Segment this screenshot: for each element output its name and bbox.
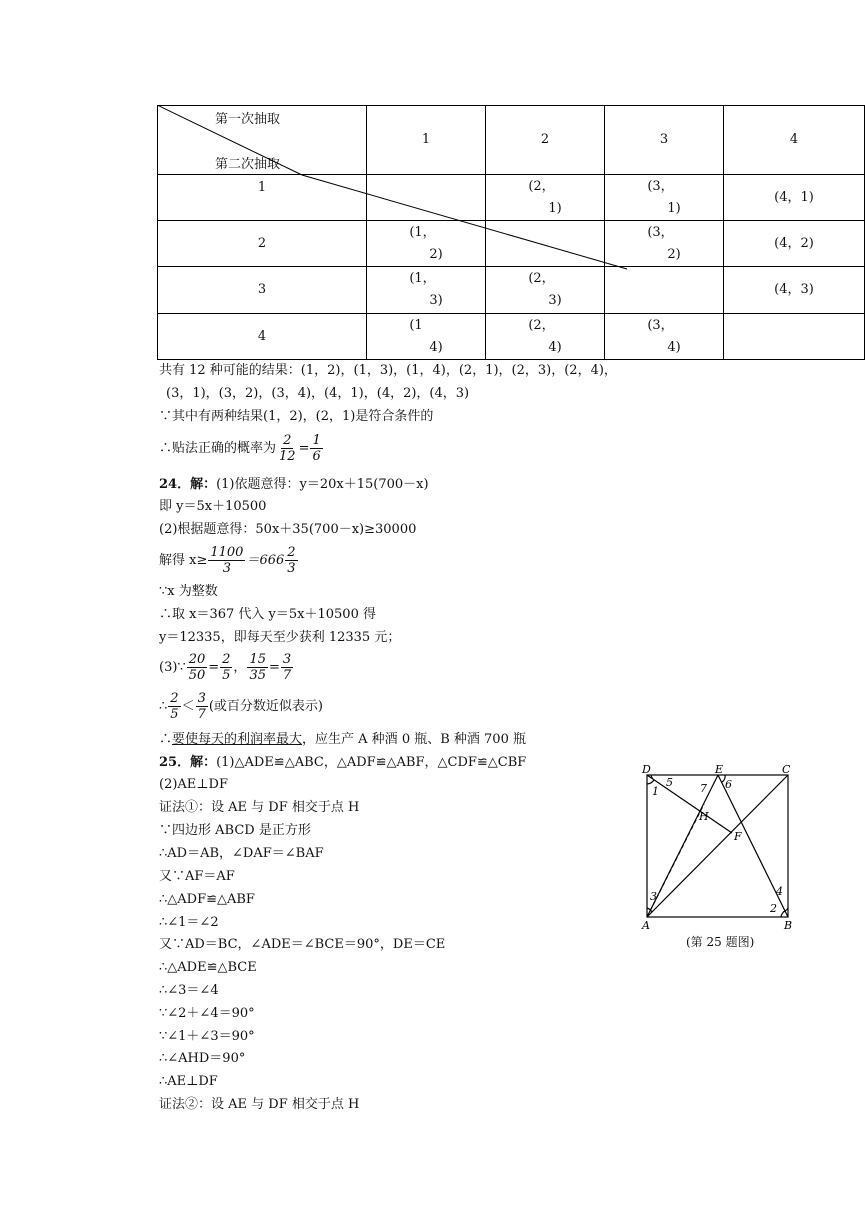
label-b: B — [784, 919, 793, 932]
segment-df — [647, 775, 732, 833]
table-cell: (4，2) — [724, 221, 865, 267]
column-header: 2 — [486, 106, 605, 175]
row-header: 1 — [158, 175, 367, 221]
header-first-draw: 第一次抽取 — [215, 112, 281, 127]
label-angle-7: 7 — [700, 782, 707, 795]
column-header: 1 — [367, 106, 486, 175]
table-cell — [724, 314, 865, 360]
conclusion-line: ∴要使每天的利润率最大，应生产 A 种酒 0 瓶、B 种酒 700 瓶 — [159, 732, 526, 747]
text-line: ∴∠3＝∠4 — [159, 983, 219, 998]
text-line: 证法①：设 AE 与 DF 相交于点 H — [159, 800, 360, 815]
table-cell: (2， 4) — [486, 314, 605, 360]
text-line: ∴△ADE≌△BCE — [159, 960, 257, 975]
figure-caption: (第 25 题图) — [686, 935, 755, 949]
text-line: (2)AE⊥DF — [159, 777, 228, 792]
label-angle-2: 2 — [770, 902, 777, 915]
table-cell — [605, 267, 724, 314]
text-line: (2)根据题意得：50x＋35(700－x)≥30000 — [159, 522, 417, 537]
table-cell — [367, 175, 486, 221]
compare-line: ∴ $\frac{2}{5}$ ＜ $\frac{3}{7}$ (或百分数近似表示) — [159, 691, 324, 722]
table-cell: (2， 1) — [486, 175, 605, 221]
text-line: 又∵AF＝AF — [159, 869, 235, 884]
table-cell: (2， 3) — [486, 267, 605, 314]
column-header: 3 — [605, 106, 724, 175]
arc-angle-1 — [647, 780, 654, 784]
text-line: ∴AE⊥DF — [159, 1074, 218, 1089]
outcome-table — [157, 105, 865, 360]
diagonal-ac — [647, 775, 788, 917]
table-corner-header — [158, 106, 367, 175]
row-header: 3 — [158, 267, 367, 314]
label-e: E — [715, 763, 724, 776]
text-line: ∵∠2＋∠4＝90° — [159, 1006, 255, 1021]
text-line: 又∵AD＝BC，∠ADE＝∠BCE＝90°，DE＝CE — [159, 937, 446, 952]
text-line: y＝12335，即每天至少获利 12335 元； — [159, 630, 401, 645]
text-line: ∵∠1＋∠3＝90° — [159, 1029, 255, 1044]
column-header: 4 — [724, 106, 865, 175]
text-line: ∴∠AHD＝90° — [159, 1051, 246, 1066]
text-line: ∴AD＝AB，∠DAF＝∠BAF — [159, 846, 324, 861]
table-cell: (4，1) — [724, 175, 865, 221]
solve-inequality-line: 解得 x≥ $\frac{1100}{3}$ ＝666 $\frac{2}{3}$ — [159, 545, 296, 576]
row-header: 2 — [158, 221, 367, 267]
square-figure — [636, 762, 806, 934]
text-line: ∵其中有两种结果(1，2)，(2，1)是符合条件的 — [159, 409, 434, 424]
ratio-line: (3)∵ $\frac{20}{50}$ = $\frac{2}{5}$ ， $\frac{15}{35}$ = $\frac{3}{7}$ — [159, 652, 292, 683]
label-angle-6: 6 — [725, 778, 732, 791]
table-cell — [486, 221, 605, 267]
table-cell: (3， 1) — [605, 175, 724, 221]
label-angle-4: 4 — [776, 885, 783, 898]
text-line: (3，1)，(3，2)，(3，4)，(4，1)，(4，2)，(4，3) — [166, 386, 470, 401]
text-line: 共有 12 种可能的结果：(1，2)，(1，3)，(1，4)，(2，1)，(2，3)，(2，4)， — [159, 363, 617, 378]
text-line: 即 y＝5x＋10500 — [159, 499, 267, 514]
text-line: ∴取 x＝367 代入 y＝5x＋10500 得 — [159, 607, 376, 622]
table-cell: (4，3) — [724, 267, 865, 314]
table-cell: (1， 2) — [367, 221, 486, 267]
label-angle-5: 5 — [666, 776, 673, 789]
table-cell: (1， 3) — [367, 267, 486, 314]
label-angle-1: 1 — [652, 785, 659, 798]
header-second-draw: 第二次抽取 — [215, 157, 281, 172]
label-angle-3: 3 — [650, 890, 657, 903]
table-cell: (3， 4) — [605, 314, 724, 360]
label-c: C — [782, 763, 791, 776]
row-header: 4 — [158, 314, 367, 360]
label-h: H — [699, 810, 709, 823]
text-line: ∴△ADF≌△ABF — [159, 892, 255, 907]
label-f: F — [734, 830, 742, 843]
problem-24-heading: 24．解：(1)依题意得：y＝20x＋15(700－x) — [159, 477, 429, 492]
problem-25-heading: 25．解：(1)△ADE≌△ABC，△ADF≌△ABF，△CDF≌△CBF — [159, 755, 527, 770]
label-d: D — [642, 763, 651, 776]
probability-line: ∴贴法正确的概率为 $\frac{2}{12}$ = $\frac{1}{6}$ — [159, 433, 321, 464]
label-a: A — [642, 919, 650, 932]
text-line: ∵x 为整数 — [159, 584, 218, 599]
table-cell: (1 4) — [367, 314, 486, 360]
text-line: 证法②：设 AE 与 DF 相交于点 H — [159, 1097, 360, 1112]
text-line: ∵四边形 ABCD 是正方形 — [159, 823, 311, 838]
text-line: ∴∠1＝∠2 — [159, 915, 219, 930]
table-cell: (3， 2) — [605, 221, 724, 267]
